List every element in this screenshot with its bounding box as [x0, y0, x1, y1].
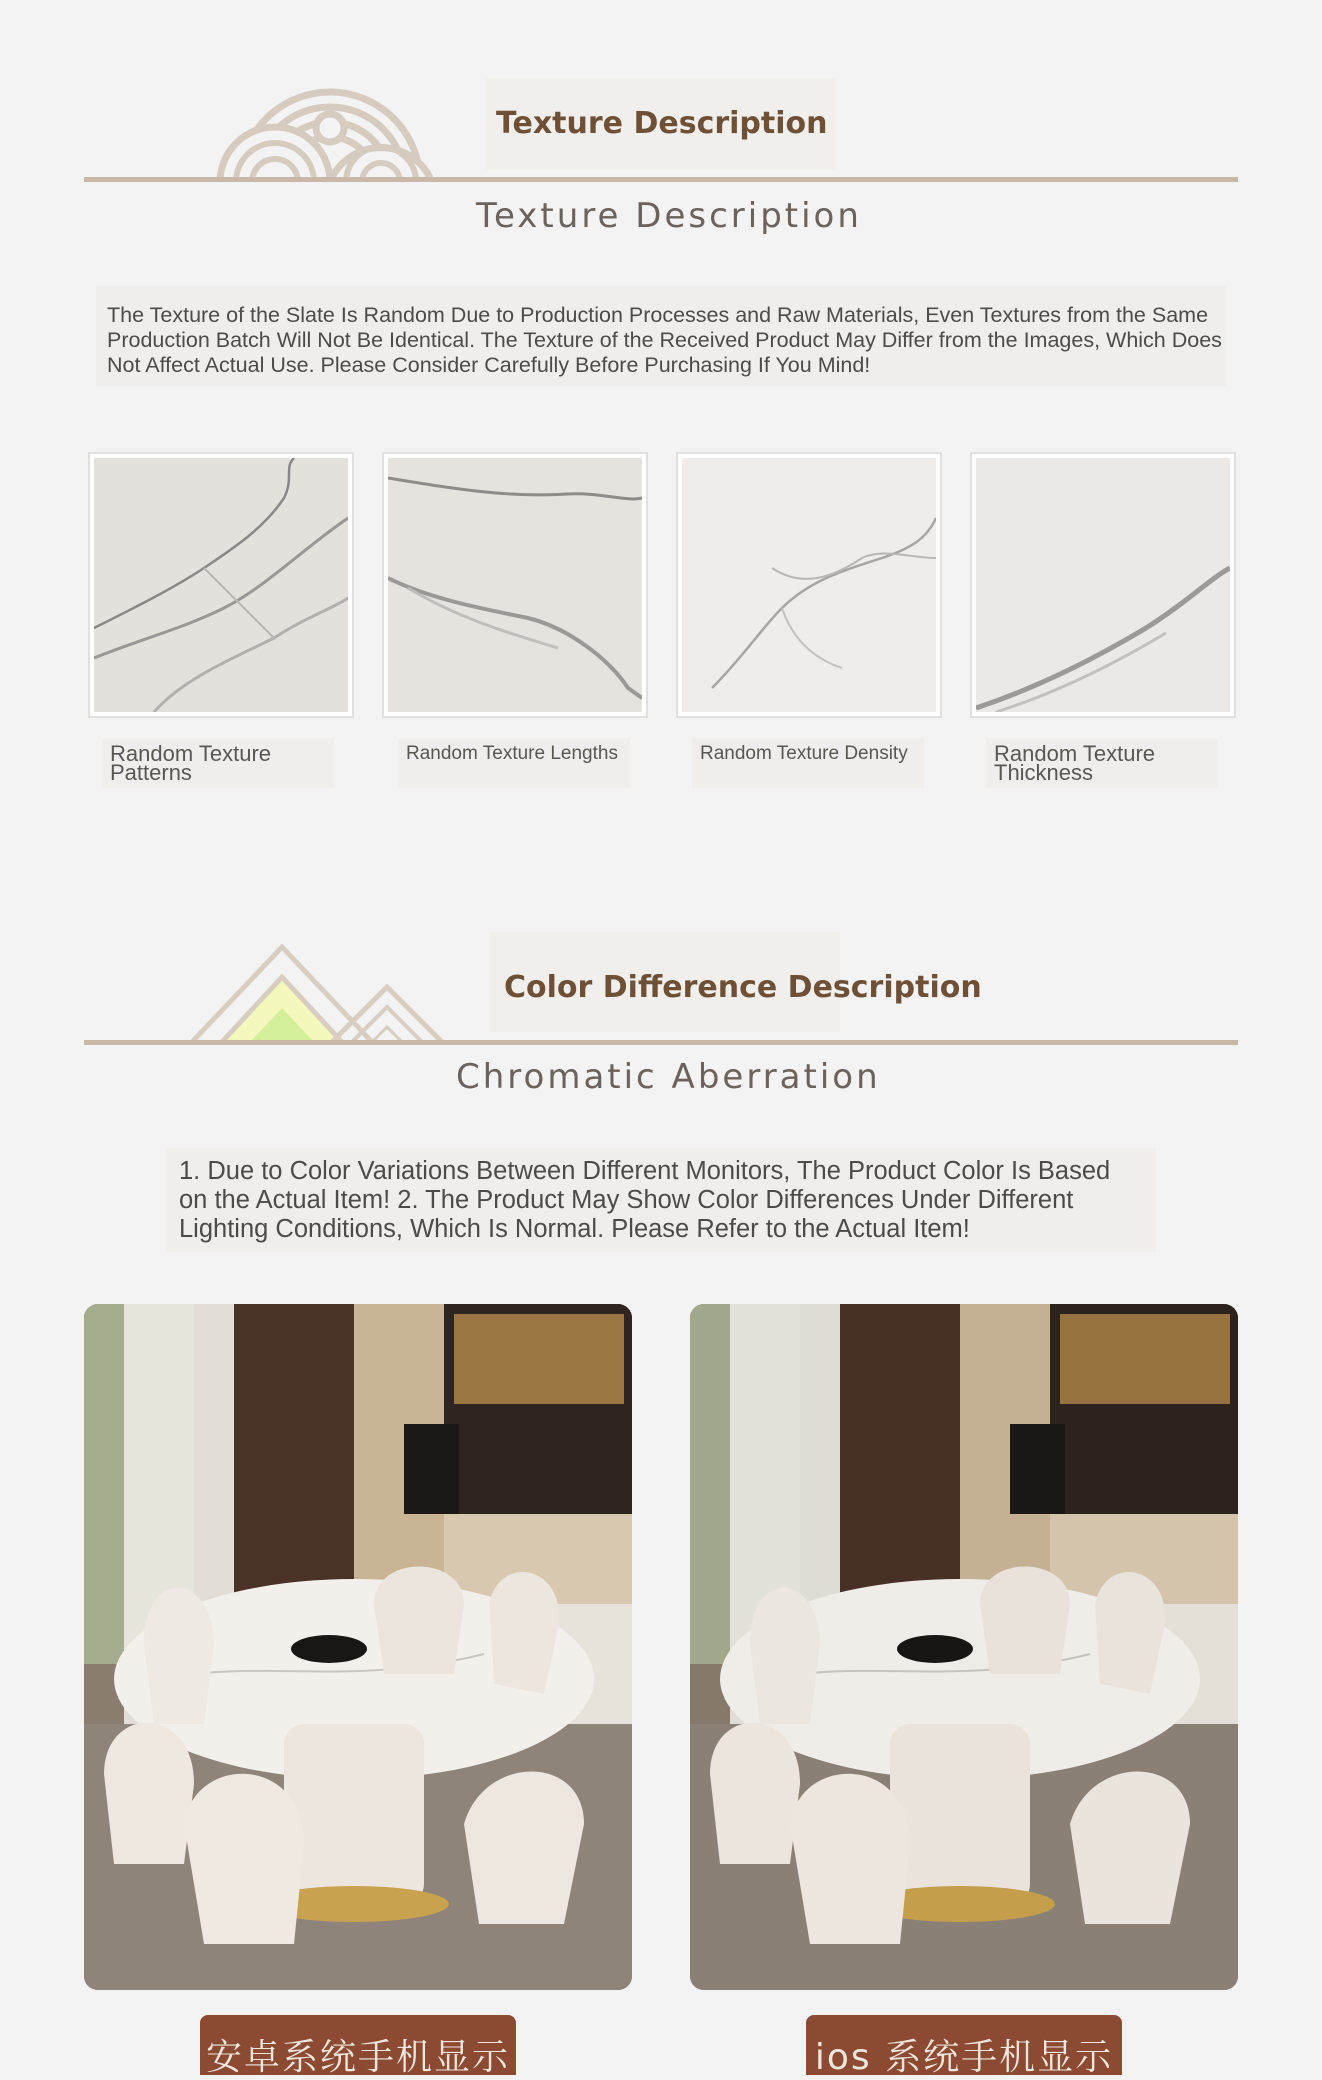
mountains-icon	[182, 942, 462, 1042]
rainbow-arcs-icon	[210, 70, 440, 182]
dining-room-photo-ios	[690, 1304, 1238, 1990]
texture-sample-lengths	[384, 454, 646, 716]
texture-subtitle: Texture Description	[476, 196, 862, 236]
texture-sample-patterns	[90, 454, 352, 716]
texture-sample-density	[678, 454, 940, 716]
android-display-label: 安卓系统手机显示	[200, 2015, 516, 2075]
texture-sample-thickness	[972, 454, 1234, 716]
texture-caption-thickness: Random Texture Thickness	[986, 738, 1218, 788]
texture-caption-lengths: Random Texture Lengths	[398, 738, 630, 788]
texture-section	[0, 0, 1322, 820]
texture-title: Texture Description	[496, 106, 828, 141]
texture-caption-patterns: Random Texture Patterns	[102, 738, 334, 788]
color-title: Color Difference Description	[504, 970, 982, 1005]
color-section	[0, 900, 1322, 2078]
texture-divider	[84, 177, 1238, 182]
ios-display-label: ios 系统手机显示	[806, 2015, 1122, 2075]
texture-caption-density: Random Texture Density	[692, 738, 924, 788]
color-divider	[84, 1040, 1238, 1045]
color-paragraph: 1. Due to Color Variations Between Different Monitors, The Product Color Is Based on the Actual Item! 2. The Product May Show Color Differences Under Different Lighting Conditions, Which Is Normal. Please Refer to the Actual Item!	[179, 1157, 1111, 1243]
texture-paragraph: The Texture of the Slate Is Random Due to Production Processes and Raw Materials, Even Textures from the Same Production Batch Will Not Be Identical. The Texture of the Received Product May Differ from the Images, Which Does Not Affect Actual Use. Please Consider Carefully Before Purchasing If You Mind!	[107, 303, 1222, 377]
color-subtitle: Chromatic Aberration	[456, 1057, 881, 1097]
dining-room-photo-android	[84, 1304, 632, 1990]
